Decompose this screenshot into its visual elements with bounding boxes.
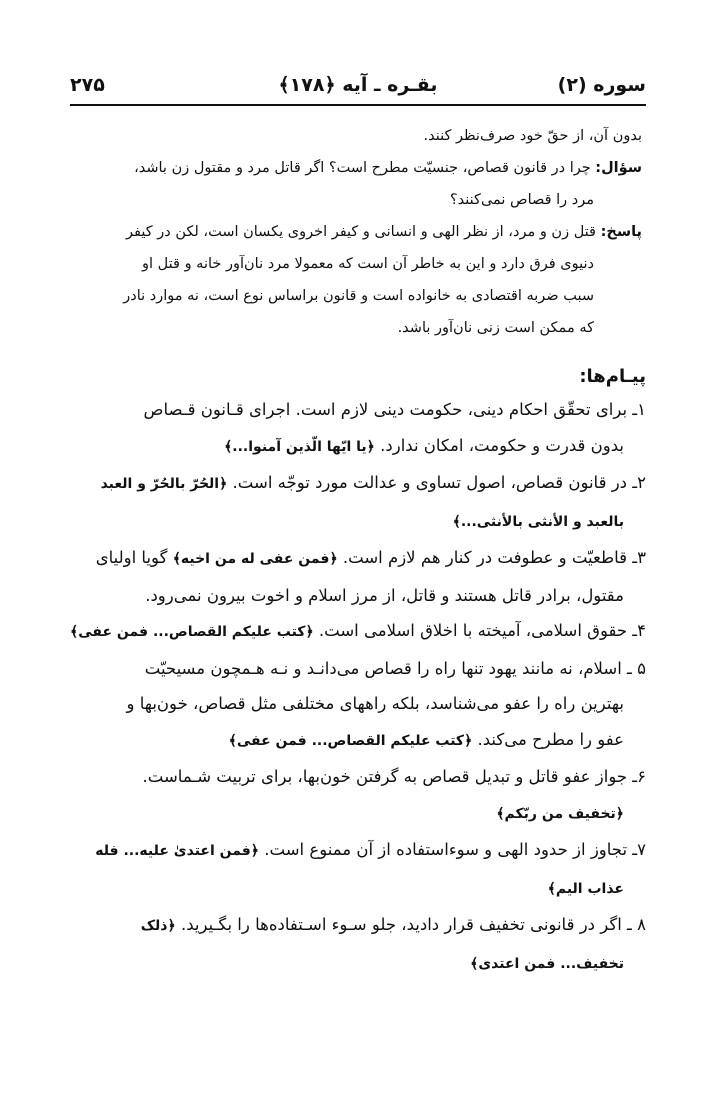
message-text: ۷ـ تجاوز از حدود الهی و سوءاستفاده از آن ممنوع است. <box>259 840 646 859</box>
message-7-line-2 <box>70 870 646 908</box>
message-text: ۳ـ قاطعيّت و عطوفت در کنار هم لازم است. <box>337 548 646 567</box>
intro-line: بدون آن، از حقّ خود صرف‌نظر کنند. <box>423 128 642 144</box>
quran-quote: ﴿ذلک <box>140 918 176 934</box>
surah-label: سوره (۲) <box>557 74 646 96</box>
message-text: عفو را مطرح می‌کند. <box>472 729 624 749</box>
message-5-line-3 <box>70 722 646 760</box>
answer-label: پاسخ: <box>600 224 642 240</box>
message-text: گويا اوليای <box>95 548 173 567</box>
verse-label: بقـره ـ آيه ﴿۱۷۸﴾ <box>278 74 438 96</box>
message-6-line-1: ۶ـ جواز عفو قاتل و تبديل قصاص به گرفتن خون‌بها، برای تربيت شـماست. <box>142 767 646 786</box>
message-2-line-1 <box>70 465 646 503</box>
answer-line-2: دنيوی فرق دارد و اين به خاطر آن است که معمولا مرد نان‌آور خانه و قتل او <box>142 256 594 272</box>
message-3-line-1 <box>70 540 646 578</box>
message-text: ۴ـ حقوق اسلامی، آميخته با اخلاق اسلامی است. <box>313 621 646 640</box>
messages-list <box>70 392 646 982</box>
quran-quote: ﴿الحُرّ بالحُرّ و العبد <box>100 476 228 492</box>
question-label: سؤال: <box>595 160 642 176</box>
message-text: بدون قدرت و حکومت، امکان ندارد. <box>374 435 624 455</box>
answer-text: قتل زن و مرد، از نظر الهی و انسانی و کیفر اخروی یکسان است، لکن در کیفر <box>126 224 601 240</box>
quran-quote: ﴿کتب عليکم القصاص... فمن عفی﴾ <box>228 732 473 749</box>
quran-quote: بالعبد و الأنثی بالأنثی...﴾ <box>452 513 624 530</box>
qa-section <box>70 120 646 344</box>
message-7-line-1 <box>70 832 646 870</box>
message-3-line-2: مقتول، برادر قاتل هستند و قاتل، از مرز اسلام و اخوت بيرون نمی‌رود. <box>145 585 624 605</box>
message-5-line-1: ۵ ـ اسلام، نه مانند يهود تنها راه را قصاص می‌دانـد و نـه هـمچون مسيحيّت <box>144 658 646 678</box>
quran-quote: ﴿فمن عفی له من اخيه﴾ <box>172 551 338 567</box>
page-header <box>70 72 646 106</box>
messages-heading: پيـام‌ها: <box>579 366 646 387</box>
message-text: ۲ـ در قانون قصاص، اصول تساوی و عدالت مورد توجّه است. <box>227 473 646 492</box>
message-2-line-2 <box>70 503 646 541</box>
message-5-line-2: بهترين راه را عفو می‌شناسد، بلکه راههای مختلفی مثل قصاص، خون‌بها و <box>126 694 624 713</box>
question-line-1 <box>70 152 642 184</box>
message-8-line-1 <box>70 907 646 945</box>
answer-line-4: که ممکن است زنی نان‌آور باشد. <box>397 320 594 336</box>
message-6-line-2 <box>70 795 646 833</box>
answer-line-1 <box>70 216 642 248</box>
quran-quote: ﴿تخفيف من ربّکم﴾ <box>496 805 624 822</box>
message-1-line-2 <box>70 428 646 466</box>
quran-quote: ﴿کتب عليکم القصاص... فمن عفی﴾ <box>70 624 314 640</box>
quran-quote: ﴿يا ايّها الّذين آمنوا...﴾ <box>224 438 375 455</box>
question-line-2: مرد را قصاص نمی‌کنند؟ <box>449 192 594 208</box>
answer-line-3: سبب ضربه اقتصادی به خانواده است و قانون براساس نوع است، نه موارد نادر <box>123 288 594 304</box>
question-text: چرا در قانون قصاص، جنسيّت مطرح است؟ اگر قاتل مرد و مقتول زن باشد، <box>134 160 596 176</box>
message-4-line-1 <box>70 613 646 651</box>
quran-quote: تخفيف... فمن اعتدی﴾ <box>470 955 624 972</box>
message-1-line-1: ۱ـ برای تحقّق احکام دينی، حکومت دينی لازم است. اجرای قـانون قـصاص <box>143 400 646 419</box>
message-8-line-2 <box>70 945 646 983</box>
quran-quote: عذاب اليم﴾ <box>547 880 624 897</box>
quran-quote: ﴿فمن اعتدیٰ عليه... فله <box>95 843 260 859</box>
page-number: ۲۷۵ <box>70 74 105 96</box>
message-text: ۸ ـ اگر در قانونی تخفيف قرار داديد، جلو سـوء اسـتفاده‌ها را بگـيريد. <box>175 915 646 934</box>
